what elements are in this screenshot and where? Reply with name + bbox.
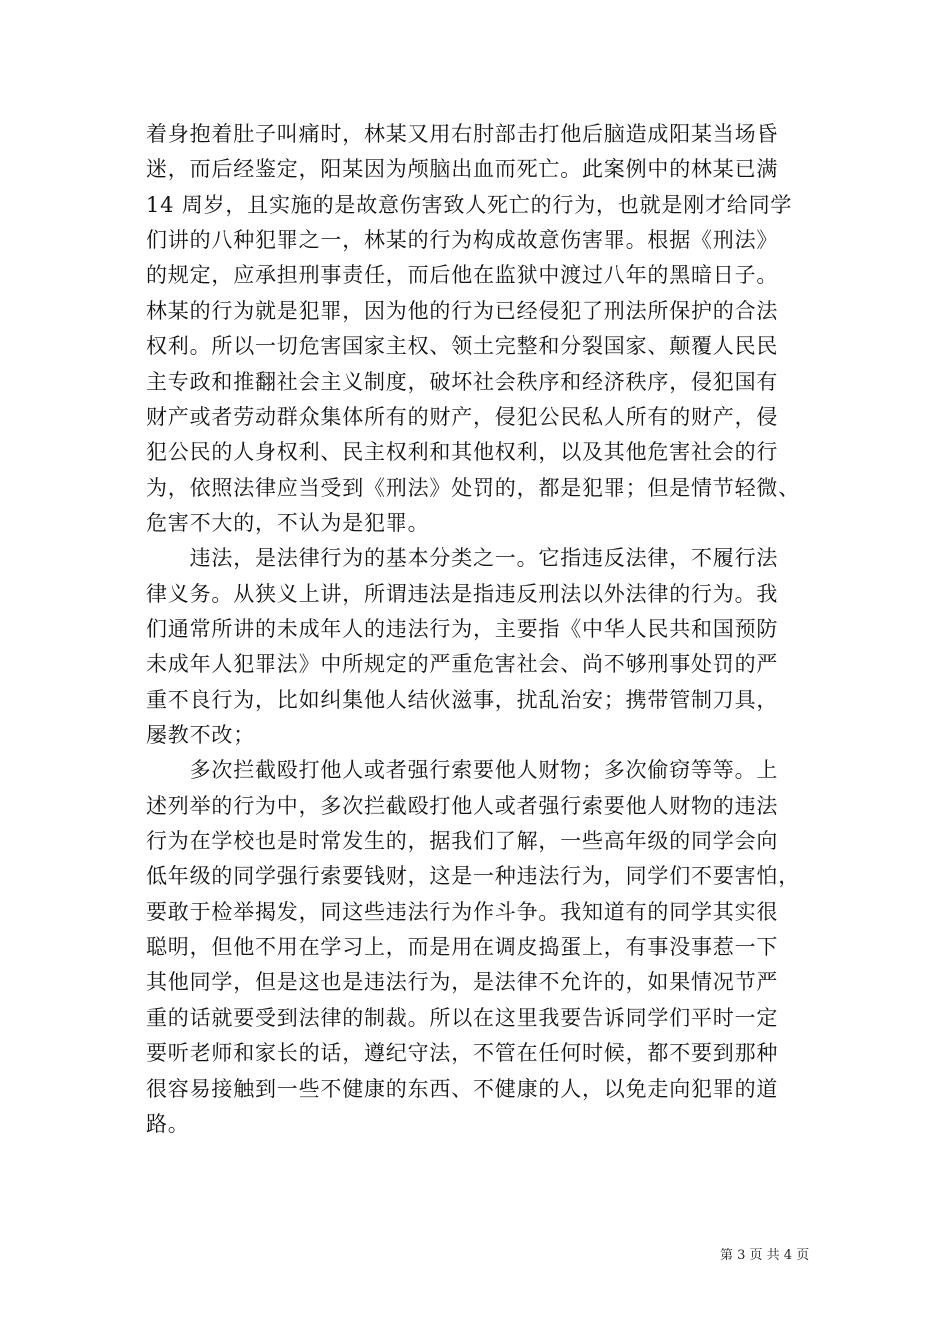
text-line: 低年级的同学强行索要钱财，这是一种违法行为，同学们不要害怕， — [146, 864, 800, 889]
text-line: 财产或者劳动群众集体所有的财产，侵犯公民私人所有的财产，侵 — [146, 404, 779, 429]
text-line: 的规定，应承担刑事责任，而后他在监狱中渡过八年的黑暗日子。 — [146, 263, 779, 288]
text-line: 着身抱着肚子叫痛时，林某又用右肘部击打他后脑造成阳某当场昏 — [146, 122, 779, 146]
text-line: 要敢于检举揭发，同这些违法行为作斗争。我知道有的同学其实很 — [146, 899, 779, 924]
text-line: 述列举的行为中，多次拦截殴打他人或者强行索要他人财物的违法 — [146, 793, 779, 818]
text-line: 违法，是法律行为的基本分类之一。它指违反法律，不履行法 — [146, 546, 779, 571]
text-line: 要听老师和家长的话，遵纪守法，不管在任何时候，都不要到那种 — [146, 1041, 779, 1066]
text-line: 重的话就要受到法律的制裁。所以在这里我要告诉同学们平时一定 — [146, 1005, 779, 1030]
text-line: 聪明，但他不用在学习上，而是用在调皮捣蛋上，有事没事惹一下 — [146, 935, 779, 960]
text-line: 屡教不改； — [146, 723, 255, 747]
text-line: 犯公民的人身权利、民主权利和其他权利，以及其他危害社会的行 — [146, 440, 779, 465]
text-line: 迷，而后经鉴定，阳某因为颅脑出血而死亡。此案例中的林某已满 — [146, 157, 779, 182]
text-line: 为，依照法律应当受到《刑法》处罚的，都是犯罪；但是情节轻微、 — [146, 475, 800, 500]
page-indicator: 第 3 页 共 4 页 — [720, 1248, 810, 1263]
text-line: 危害不大的，不认为是犯罪。 — [146, 510, 430, 535]
text-line: 行为在学校也是时常发生的，据我们了解，一些高年级的同学会向 — [146, 829, 779, 853]
text-line: 们通常所讲的未成年人的违法行为，主要指《中华人民共和国预防 — [146, 616, 779, 641]
text-line: 主专政和推翻社会主义制度，破坏社会秩序和经济秩序，侵犯国有 — [146, 369, 779, 394]
text-line: 律义务。从狭义上讲，所谓违法是指违反刑法以外法律的行为。我 — [146, 581, 779, 606]
text-line: 多次拦截殴打他人或者强行索要他人财物；多次偷窃等等。上 — [146, 758, 779, 783]
text-line: 们讲的八种犯罪之一，林某的行为构成故意伤害罪。根据《刑法》 — [146, 228, 779, 253]
text-line: 重不良行为，比如纠集他人结伙滋事，扰乱治安；携带管制刀具， — [146, 687, 779, 712]
text-line: 林某的行为就是犯罪，因为他的行为已经侵犯了刑法所保护的合法 — [146, 298, 779, 323]
text-line: 其他同学，但是这也是违法行为，是法律不允许的，如果情况节严 — [146, 970, 779, 995]
text-line: 未成年人犯罪法》中所规定的严重危害社会、尚不够刑事处罚的严 — [146, 652, 779, 677]
text-line: 很容易接触到一些不健康的东西、不健康的人，以免走向犯罪的道 — [146, 1076, 779, 1101]
text-line: 权利。所以一切危害国家主权、领土完整和分裂国家、颠覆人民民 — [146, 334, 779, 359]
text-line: 14 周岁，且实施的是故意伤害致人死亡的行为，也就是刚才给同学 — [146, 192, 793, 217]
text-line: 路。 — [146, 1111, 190, 1136]
